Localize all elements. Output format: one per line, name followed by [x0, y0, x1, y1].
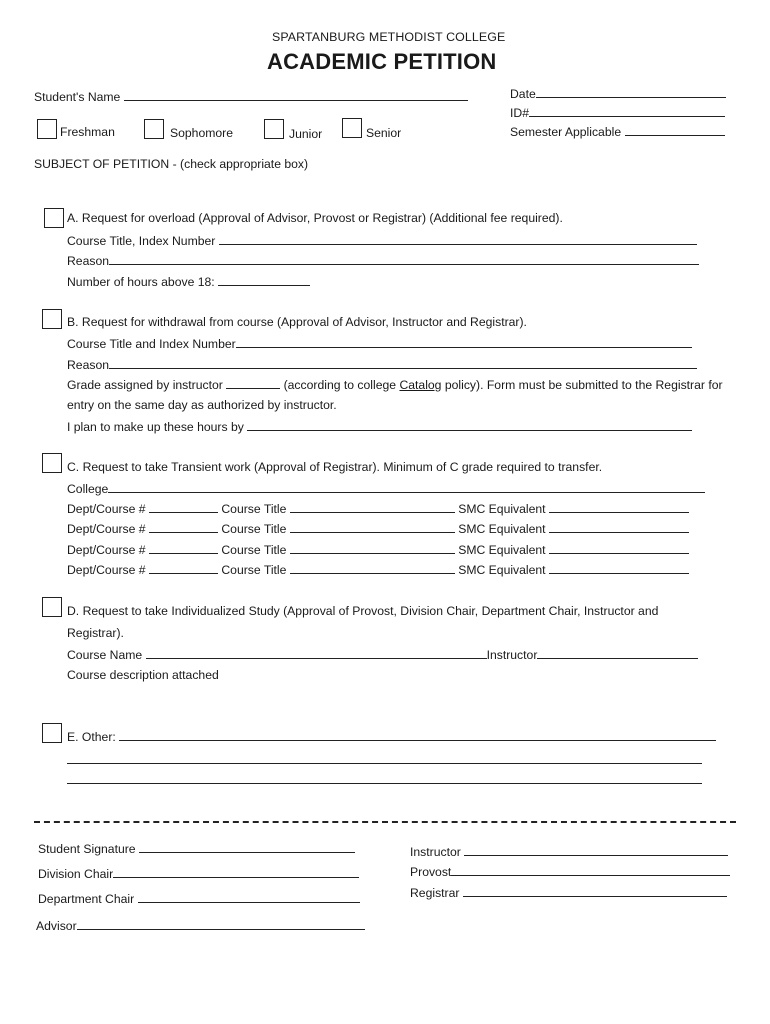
course-title-line[interactable]	[290, 562, 455, 574]
section-a-course-line[interactable]	[219, 233, 697, 245]
section-b-makeup-field[interactable]	[67, 419, 692, 434]
course-title-line[interactable]	[290, 542, 455, 554]
section-b-policy-prefix: (according to college	[283, 378, 400, 392]
smc-equivalent-label: SMC Equivalent	[458, 543, 546, 557]
section-d-heading-line2: Registrar).	[67, 626, 124, 640]
student-name-line[interactable]	[124, 89, 468, 101]
student-name-field[interactable]	[34, 89, 468, 104]
division-chair-label: Division Chair	[38, 867, 114, 881]
smc-equivalent-line[interactable]	[549, 521, 689, 533]
section-a-hours-field[interactable]	[67, 274, 310, 289]
section-b-grade-label: Grade assigned by instructor	[67, 378, 223, 392]
course-name-line[interactable]	[146, 647, 487, 659]
section-b-course-label: Course Title and Index Number	[67, 337, 236, 351]
date-line[interactable]	[536, 86, 726, 98]
dept-label: Dept/Course #	[67, 522, 146, 536]
sophomore-label: Sophomore	[170, 126, 234, 140]
transfer-row	[67, 501, 689, 516]
section-c-college-label: College	[67, 482, 109, 496]
department-chair-line[interactable]	[138, 891, 360, 903]
course-title-line[interactable]	[290, 501, 455, 513]
college-name: SPARTANBURG METHODIST COLLEGE	[272, 30, 506, 44]
transfer-row	[67, 542, 689, 557]
separator	[34, 821, 736, 823]
dept-line[interactable]	[149, 521, 218, 533]
section-a-heading: A. Request for overload (Approval of Advisor, Provost or Registrar) (Additional fee required).	[67, 211, 563, 225]
department-chair-field[interactable]	[38, 891, 360, 906]
section-b-checkbox[interactable]	[42, 309, 62, 329]
section-b-grade-blank[interactable]	[226, 377, 280, 389]
instructor-line[interactable]	[537, 647, 698, 659]
section-d-course-row	[67, 647, 698, 662]
section-c-checkbox[interactable]	[42, 453, 62, 473]
section-a-hours-line[interactable]	[218, 274, 310, 286]
instructor-label: Instructor	[486, 648, 538, 662]
registrar-field[interactable]	[410, 885, 727, 900]
course-title-label: Course Title	[221, 522, 287, 536]
section-b-heading: B. Request for withdrawal from course (Approval of Advisor, Instructor and Registrar).	[67, 315, 527, 329]
dept-line[interactable]	[149, 562, 218, 574]
student-signature-field[interactable]	[38, 841, 355, 856]
section-d-description: Course description attached	[67, 668, 219, 682]
division-chair-line[interactable]	[113, 866, 359, 878]
registrar-line[interactable]	[463, 885, 727, 897]
advisor-label: Advisor	[36, 919, 77, 933]
section-a-reason-label: Reason	[67, 254, 110, 268]
division-chair-field[interactable]	[38, 866, 359, 881]
freshman-checkbox[interactable]	[37, 119, 57, 139]
student-signature-label: Student Signature	[38, 842, 136, 856]
provost-label: Provost	[410, 865, 452, 879]
senior-checkbox[interactable]	[342, 118, 362, 138]
section-e-line-2[interactable]	[67, 752, 702, 764]
course-name-label: Course Name	[67, 648, 143, 662]
catalog-link[interactable]: Catalog	[399, 378, 442, 392]
sophomore-checkbox[interactable]	[144, 119, 164, 139]
section-a-course-field[interactable]	[67, 233, 697, 248]
course-title-label: Course Title	[221, 563, 287, 577]
smc-equivalent-label: SMC Equivalent	[458, 522, 546, 536]
senior-label: Senior	[366, 126, 402, 140]
section-e-line-3[interactable]	[67, 772, 702, 784]
section-b-makeup-label: I plan to make up these hours by	[67, 420, 244, 434]
department-chair-label: Department Chair	[38, 892, 135, 906]
advisor-line[interactable]	[77, 918, 365, 930]
smc-equivalent-label: SMC Equivalent	[458, 563, 546, 577]
instructor-signature-field[interactable]	[410, 844, 728, 859]
semester-label: Semester Applicable	[510, 125, 622, 139]
registrar-label: Registrar	[410, 886, 460, 900]
section-e-checkbox[interactable]	[42, 723, 62, 743]
section-c-college-field[interactable]	[67, 481, 705, 496]
section-a-checkbox[interactable]	[44, 208, 64, 228]
smc-equivalent-label: SMC Equivalent	[458, 502, 546, 516]
date-field[interactable]	[510, 86, 726, 101]
date-label: Date	[510, 87, 536, 101]
transfer-row	[67, 521, 689, 536]
id-field[interactable]	[510, 105, 725, 120]
section-b-course-field[interactable]	[67, 336, 692, 351]
student-signature-line[interactable]	[139, 841, 355, 853]
section-a-course-label: Course Title, Index Number	[67, 234, 216, 248]
page-title: ACADEMIC PETITION	[267, 49, 497, 74]
section-a-reason-field[interactable]	[67, 253, 699, 268]
course-title-line[interactable]	[290, 521, 455, 533]
course-title-label: Course Title	[221, 502, 287, 516]
section-b-reason-line[interactable]	[109, 357, 697, 369]
semester-field[interactable]	[510, 124, 725, 139]
smc-equivalent-line[interactable]	[549, 501, 689, 513]
dept-label: Dept/Course #	[67, 543, 146, 557]
section-e-heading: E. Other:	[67, 730, 116, 744]
junior-checkbox[interactable]	[264, 119, 284, 139]
section-d-checkbox[interactable]	[42, 597, 62, 617]
semester-line[interactable]	[625, 124, 725, 136]
section-b-reason-field[interactable]	[67, 357, 697, 372]
dept-line[interactable]	[149, 501, 218, 513]
provost-field[interactable]	[410, 864, 730, 879]
section-b-makeup-line[interactable]	[247, 419, 692, 431]
instructor-signature-label: Instructor	[410, 845, 461, 859]
advisor-field[interactable]	[36, 918, 365, 933]
smc-equivalent-line[interactable]	[549, 542, 689, 554]
section-b-course-line[interactable]	[236, 336, 692, 348]
section-e-field[interactable]	[67, 729, 716, 744]
section-e-line[interactable]	[119, 729, 716, 741]
dept-line[interactable]	[149, 542, 218, 554]
section-a-reason-line[interactable]	[109, 253, 699, 265]
section-b-reason-label: Reason	[67, 358, 110, 372]
subject-heading: SUBJECT OF PETITION - (check appropriate box)	[34, 157, 309, 171]
section-b-grade-line	[67, 377, 723, 392]
dept-label: Dept/Course #	[67, 563, 146, 577]
dept-label: Dept/Course #	[67, 502, 146, 516]
course-title-label: Course Title	[221, 543, 287, 557]
junior-label: Junior	[289, 127, 323, 141]
freshman-label: Freshman	[60, 125, 115, 139]
provost-line[interactable]	[451, 864, 730, 876]
student-name-label: Student's Name	[34, 90, 121, 104]
instructor-signature-line[interactable]	[464, 844, 728, 856]
smc-equivalent-line[interactable]	[549, 562, 689, 574]
section-c-heading: C. Request to take Transient work (Approval of Registrar). Minimum of C grade required to transfer.	[67, 460, 603, 474]
section-b-policy-line2: entry on the same day as authorized by instructor.	[67, 398, 337, 412]
section-c-college-line[interactable]	[108, 481, 705, 493]
transfer-row	[67, 562, 689, 577]
section-d-heading: D. Request to take Individualized Study (Approval of Provost, Division Chair, Department Chair, Instructor and	[67, 604, 659, 618]
id-label: ID#	[510, 106, 529, 120]
id-line[interactable]	[529, 105, 725, 117]
section-b-policy-suffix: policy). Form must be submitted to the Registrar for	[441, 378, 723, 392]
section-a-hours-label: Number of hours above 18:	[67, 275, 215, 289]
